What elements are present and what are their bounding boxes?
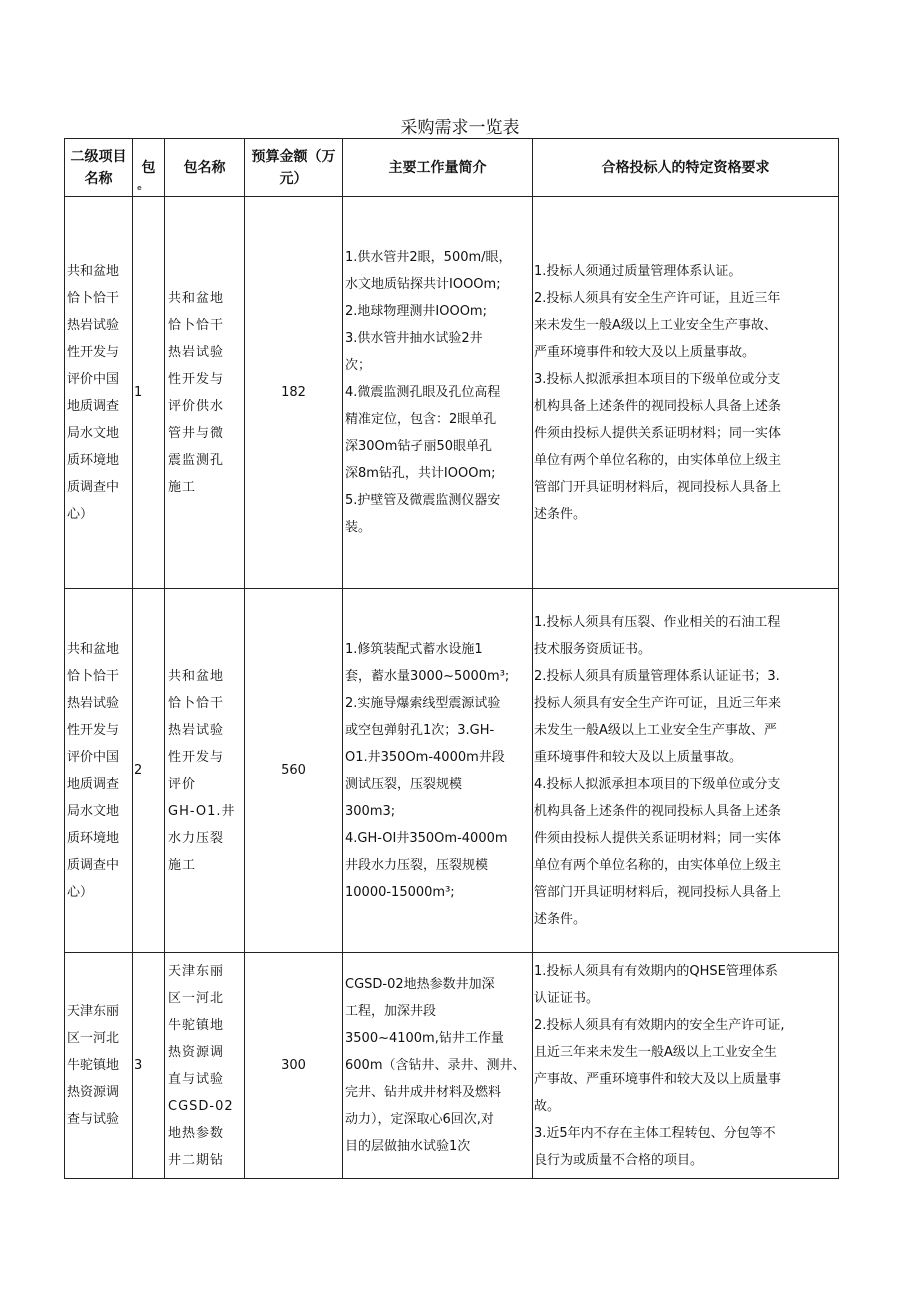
- project-name-cell-line: 恰卜恰干: [67, 290, 120, 306]
- table-row: [65, 589, 839, 953]
- package-name-cell-line: 震监测孔: [168, 452, 225, 468]
- project-name-cell-line: 质环境地: [67, 452, 120, 468]
- package-name-cell-line: 井二期钻: [168, 1152, 225, 1168]
- requirements-cell-line: 4.投标人拟派承担本项目的下级单位或分支: [534, 776, 781, 792]
- workload-cell: [343, 589, 533, 953]
- package-number-cell: 1: [133, 197, 165, 589]
- package-name-cell-line: 施工: [168, 479, 197, 495]
- workload-cell-line: 或空包弹射孔1次；3.GH-: [345, 722, 495, 738]
- project-name-cell-line: 评价中国: [67, 749, 120, 765]
- project-name-cell-line: 查与试验: [67, 1112, 120, 1127]
- requirements-cell-line: 1.投标人须具有压裂、作业相关的石油工程: [534, 614, 781, 630]
- workload-cell-line: CGSD-02地热参数井加深: [345, 977, 495, 992]
- workload-cell: [343, 197, 533, 589]
- requirements-cell-line: 1.投标人须通过质量管理体系认证。: [534, 263, 742, 279]
- requirements-cell-line: 良行为或质量不合格的项目。: [534, 1152, 704, 1168]
- package-name-cell-line: 水力压裂: [168, 830, 225, 846]
- header-package-label: 包: [141, 159, 156, 176]
- workload-cell-line: 深30Om钻孑丽50眼单孔: [345, 439, 492, 454]
- project-name-cell-line: 局水文地: [67, 803, 120, 819]
- workload-cell-line: 5.护壁管及微震监测仪器安: [345, 493, 501, 508]
- requirements-cell: [533, 197, 839, 589]
- workload-cell-line: 工程，加深井段: [345, 1004, 437, 1019]
- project-name-cell-line: 恰卜恰干: [67, 668, 120, 684]
- project-name-cell-line: 共和盆地: [67, 263, 120, 279]
- package-name-cell-line: 牛驼镇地: [168, 1017, 225, 1033]
- package-name-cell: [165, 197, 245, 589]
- package-name-cell: [165, 589, 245, 953]
- project-name-cell-line: 地质调查: [67, 776, 120, 792]
- requirements-cell-line: 件须由投标人提供关系证明材料；同一实体: [534, 830, 782, 846]
- page-title: 采购需求一览表: [400, 118, 520, 138]
- package-name-cell-line: 天津东丽: [168, 963, 225, 979]
- requirements-cell-line: 来未发生一般A级以上工业安全生产事故、: [534, 317, 777, 333]
- requirements-cell-line: 述条件。: [534, 911, 587, 927]
- workload-cell-line: 套，蓄水量3000~5000m³;: [345, 668, 510, 684]
- header-package: [133, 139, 165, 197]
- project-name-cell-line: 心）: [67, 884, 94, 900]
- requirements-cell-line: 未发生一般A级以上工业安全生产事故、严: [534, 722, 777, 738]
- table-row: [65, 953, 839, 1179]
- requirements-cell-line: 故。: [534, 1098, 561, 1114]
- requirements-cell-line: 3.近5年内不存在主体工程转包、分包等不: [534, 1125, 776, 1141]
- requirements-cell: [533, 589, 839, 953]
- workload-cell-line: 4.GH-OI井350Om-4000m: [345, 830, 508, 846]
- requirements-cell-line: 述条件。: [534, 506, 587, 522]
- project-name-cell-line: 热岩试验: [67, 695, 120, 711]
- project-name-cell-line: 评价中国: [67, 371, 120, 387]
- package-name-cell-line: 性开发与: [168, 371, 225, 387]
- workload-cell-line: O1.井350Om-4000m井段: [345, 749, 505, 765]
- budget-cell: 560: [245, 589, 343, 953]
- package-name-cell-line: 共和盆地: [168, 668, 225, 684]
- requirements-cell-line: 单位有两个单位名称的，由实体单位上级主: [534, 452, 782, 468]
- package-name-cell: [165, 953, 245, 1179]
- requirements-cell-line: 管部门开具证明材料后，视同投标人具备上: [534, 884, 782, 900]
- workload-cell-line: 目的层做抽水试验1次: [345, 1139, 471, 1154]
- project-name-cell-line: 共和盆地: [67, 641, 120, 657]
- project-name-cell-line: 地质调查: [67, 398, 120, 414]
- workload-cell-line: 深8m钻孔，共计IOOOm;: [345, 466, 496, 481]
- requirements-cell-line: 件须由投标人提供关系证明材料；同一实体: [534, 425, 782, 441]
- requirements-cell-line: 2.投标人须具有质量管理体系认证证书；3.: [534, 668, 780, 684]
- package-name-cell-line: 评价供水: [168, 398, 225, 414]
- project-name-cell-line: 性开发与: [67, 722, 120, 738]
- workload-cell: [343, 953, 533, 1179]
- package-name-cell-line: 共和盆地: [168, 290, 225, 306]
- project-name-cell-line: 热岩试验: [67, 317, 120, 333]
- package-name-cell-line: 直与试验: [168, 1071, 225, 1087]
- workload-cell-line: 精准定位，包含：2眼单孔: [345, 412, 497, 427]
- project-name-cell: [65, 197, 133, 589]
- table-row: [65, 197, 839, 589]
- package-name-cell-line: 性开发与: [168, 749, 225, 765]
- requirements-cell-line: 单位有两个单位名称的，由实体单位上级主: [534, 857, 782, 873]
- header-workload: 主要工作量简介: [343, 139, 533, 197]
- requirements-cell-line: 技术服务资质证书。: [534, 641, 652, 657]
- workload-cell-line: 测试压裂，压裂规模: [345, 776, 463, 792]
- workload-cell-line: 3500~4100m,钻井工作量: [345, 1031, 504, 1046]
- requirements-cell-line: 产事故、严重环境事件和较大及以上质量事: [534, 1071, 782, 1087]
- project-name-cell-line: 心）: [67, 506, 94, 522]
- requirements-cell-line: 1.投标人须具有有效期内的QHSE管理体系: [534, 963, 778, 979]
- requirements-cell-line: 投标人须具有安全生产许可证，且近三年来: [534, 695, 782, 711]
- package-name-cell-line: 恰卜恰干: [168, 695, 225, 711]
- package-name-cell-line: 区一河北: [168, 990, 225, 1006]
- workload-cell-line: 完井、钻井成井材料及燃料: [345, 1085, 502, 1100]
- requirements-cell-line: 机构具备上述条件的视同投标人具备上述条: [534, 803, 782, 819]
- requirements-cell-line: 2.投标人须具有有效期内的安全生产许可证,: [534, 1017, 785, 1033]
- requirements-cell-line: 机构具备上述条件的视同投标人具备上述条: [534, 398, 782, 414]
- header-package-name: 包名称: [165, 139, 245, 197]
- requirements-cell-line: 严重环境事件和较大及以上质量事故。: [534, 344, 756, 360]
- project-name-cell-line: 局水文地: [67, 425, 120, 441]
- package-name-cell-line: GH-O1.井: [168, 803, 236, 819]
- workload-cell-line: 次；: [345, 358, 372, 373]
- project-name-cell-line: 牛驼镇地: [67, 1058, 120, 1073]
- project-name-cell-line: 热资源调: [67, 1085, 120, 1100]
- workload-cell-line: 水文地质钻探共计IOOOm;: [345, 277, 501, 292]
- workload-cell-line: 1.供水管井2眼，500m/眼，: [345, 250, 512, 265]
- header-row: [65, 139, 839, 197]
- header-package-mark: e: [137, 184, 142, 192]
- requirements-cell-line: 管部门开具证明材料后，视同投标人具备上: [534, 479, 782, 495]
- package-name-cell-line: 恰卜恰干: [168, 317, 225, 333]
- requirements-cell-line: 2.投标人须具有安全生产许可证，且近三年: [534, 290, 781, 306]
- project-name-cell-line: 质环境地: [67, 830, 120, 846]
- workload-cell-line: 井段水力压裂，压裂规模: [345, 857, 489, 873]
- package-name-cell-line: CGSD-02: [168, 1098, 234, 1114]
- requirements-cell-line: 认证证书。: [534, 990, 600, 1006]
- requirements-cell-line: 重环境事件和较大及以上质量事故。: [534, 749, 743, 765]
- project-name-cell: [65, 589, 133, 953]
- workload-cell-line: 装。: [345, 520, 372, 535]
- budget-cell: 182: [245, 197, 343, 589]
- workload-cell-line: 1.修筑装配式蓄水设施1: [345, 641, 483, 657]
- header-requirements: 合格投标人的特定资格要求: [533, 139, 839, 197]
- project-name-cell-line: 性开发与: [67, 344, 120, 360]
- package-name-cell-line: 地热参数: [168, 1125, 225, 1141]
- package-number-cell: 2: [133, 589, 165, 953]
- header-budget: 预算金额（万元）: [245, 139, 343, 197]
- package-name-cell-line: 施工: [168, 857, 197, 873]
- workload-cell-line: 3.供水管井抽水试验2井: [345, 331, 483, 346]
- budget-cell: 300: [245, 953, 343, 1179]
- header-project-name: 二级项目名称: [65, 139, 133, 197]
- package-name-cell-line: 评价: [168, 776, 197, 792]
- package-name-cell-line: 热岩试验: [168, 722, 225, 738]
- procurement-table: [64, 138, 839, 1179]
- package-name-cell-line: 管井与微: [168, 425, 225, 441]
- package-name-cell-line: 热资源调: [168, 1044, 225, 1060]
- project-name-cell-line: 天津东丽: [67, 1004, 120, 1019]
- project-name-cell-line: 质调查中: [67, 857, 120, 873]
- project-name-cell-line: 区一河北: [67, 1031, 120, 1046]
- workload-cell-line: 300m3;: [345, 803, 396, 819]
- workload-cell-line: 600m（含钻井、录井、测井、: [345, 1058, 526, 1073]
- workload-cell-line: 动力），定深取心6回次,对: [345, 1112, 494, 1127]
- package-name-cell-line: 热岩试验: [168, 344, 225, 360]
- project-name-cell-line: 质调查中: [67, 479, 120, 495]
- workload-cell-line: 2.实施导爆索线型震源试验: [345, 695, 501, 711]
- requirements-cell: [533, 953, 839, 1179]
- workload-cell-line: 2.地球物理测井IOOOm;: [345, 304, 487, 319]
- workload-cell-line: 4.微震监测孔眼及孔位高程: [345, 385, 501, 400]
- project-name-cell: [65, 953, 133, 1179]
- package-number-cell: 3: [133, 953, 165, 1179]
- requirements-cell-line: 且近三年来未发生一般A级以上工业安全生: [534, 1044, 777, 1060]
- requirements-cell-line: 3.投标人拟派承担本项目的下级单位或分支: [534, 371, 781, 387]
- workload-cell-line: 10000-15000m³;: [345, 884, 455, 900]
